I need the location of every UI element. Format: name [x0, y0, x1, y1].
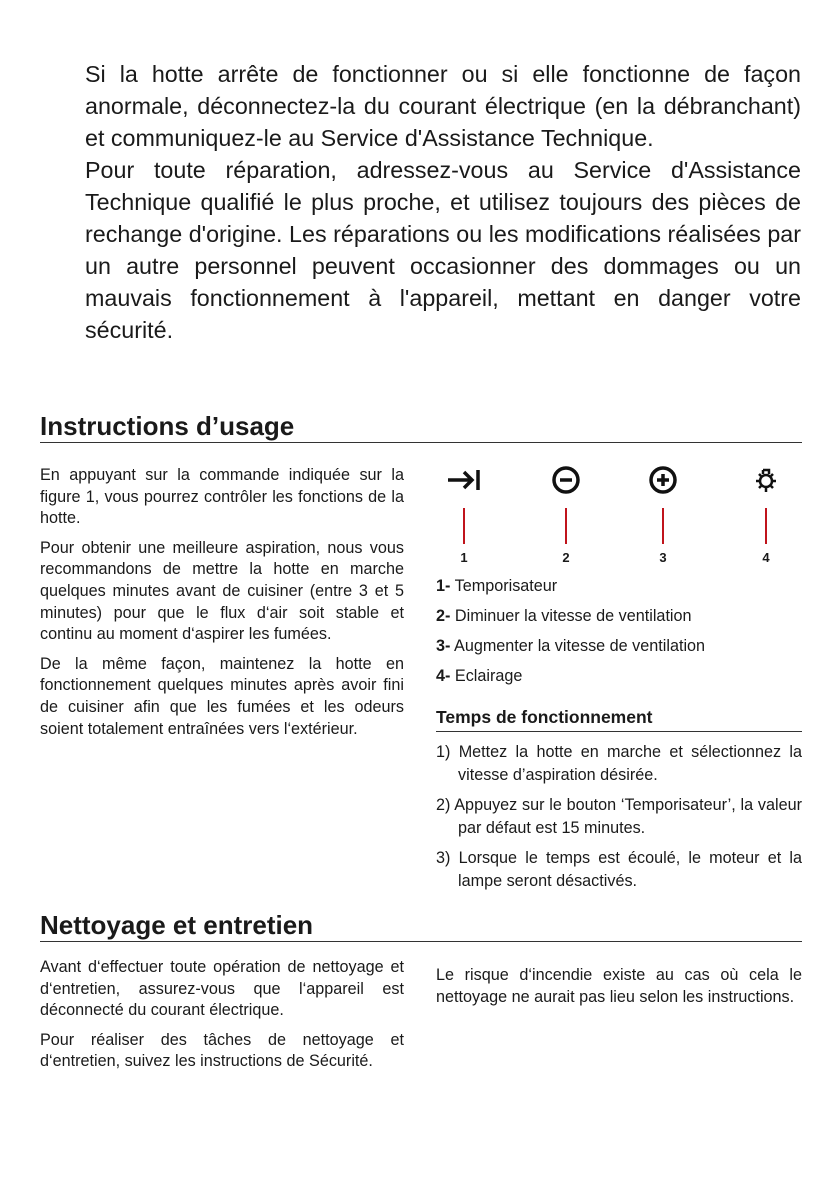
control-4	[746, 462, 786, 565]
paragraph: Pour réaliser des tâches de nettoyage et d‘entretien, suivez les instructions de Sécurité.	[40, 1030, 404, 1071]
legend-number: 1-	[436, 577, 451, 595]
legend-label: Augmenter la vitesse de ventilation	[454, 637, 706, 655]
operating-steps	[436, 741, 802, 900]
step-item: 2) Appuyez sur le bouton ‘Temporisateur’, la valeur par défaut est 15 minutes.	[436, 796, 802, 837]
control-panel-figure	[436, 462, 802, 572]
control-2	[546, 462, 586, 565]
legend-item	[436, 665, 705, 695]
paragraph: Avant d‘effectuer toute opération de nettoyage et d‘entretien, assurez-vous que l‘appareil est déconnecté du courant électrique.	[40, 958, 404, 1020]
indicator-line	[765, 508, 767, 544]
intro-paragraph: Si la hotte arrête de fonctionner ou si elle fonctionne de façon anormale, déconnectez-la du courant électrique (en la débranchant) et communiquez-le au Service d'Assistance Technique.	[85, 61, 801, 151]
section-heading-cleaning: Nettoyage et entretien	[40, 910, 802, 942]
control-number: 1	[460, 550, 468, 565]
cleaning-right-column	[436, 965, 802, 1016]
control-1	[444, 462, 484, 565]
legend-label: Diminuer la vitesse de ventilation	[454, 607, 692, 625]
step-item: 1) Mettez la hotte en marche et sélectionnez la vitesse d’aspiration désirée.	[436, 743, 802, 784]
paragraph: De la même façon, maintenez la hotte en fonctionnement quelques minutes après avoir fini de cuisiner afin que les fumées et les odeurs soient totalement entraînées vers l‘extérieur.	[40, 654, 404, 738]
legend-number: 2-	[436, 607, 451, 625]
legend-number: 3-	[436, 637, 451, 655]
legend-label: Temporisateur	[454, 577, 558, 595]
intro-section	[85, 58, 801, 346]
cleaning-left-column	[40, 957, 404, 1081]
plus-circle-icon	[643, 462, 683, 498]
section-heading-usage: Instructions d’usage	[40, 411, 802, 443]
usage-left-column	[40, 465, 404, 748]
light-bulb-icon	[746, 462, 786, 498]
legend-number: 4-	[436, 667, 451, 685]
legend-item	[436, 605, 705, 635]
control-number: 2	[562, 550, 570, 565]
indicator-line	[463, 508, 465, 544]
paragraph: En appuyant sur la commande indiquée sur la figure 1, vous pourrez contrôler les fonctions de la hotte.	[40, 466, 404, 528]
subheading-operating-time: Temps de fonctionnement	[436, 707, 802, 732]
step-item: 3) Lorsque le temps est écoulé, le moteur et la lampe seront désactivés.	[436, 849, 802, 890]
paragraph: Le risque d‘incendie existe au cas où cela le nettoyage ne aurait pas lieu selon les instructions.	[436, 966, 802, 1006]
timer-arrow-icon	[444, 462, 484, 498]
control-number: 4	[762, 550, 770, 565]
indicator-line	[662, 508, 664, 544]
legend-item	[436, 635, 705, 665]
indicator-line	[565, 508, 567, 544]
control-legend	[436, 575, 705, 695]
control-3	[643, 462, 683, 565]
paragraph: Pour obtenir une meilleure aspiration, nous vous recommandons de mettre la hotte en marche quelques minutes avant de cuisiner (entre 3 et 5 minutes) pour que le flux d‘air soit stable et continu au moment d‘aspirer les fumées.	[40, 538, 404, 644]
legend-label: Eclairage	[454, 667, 523, 685]
minus-circle-icon	[546, 462, 586, 498]
control-number: 3	[659, 550, 667, 565]
legend-item	[436, 575, 705, 605]
intro-paragraph: Pour toute réparation, adressez-vous au Service d'Assistance Technique qualifié le plus proche, et utilisez toujours des pièces de rechange d'origine. Les réparations ou les modifications réalisées par un autre personnel peuvent occasionner des dommages ou un mauvais fonctionnement à l'appareil, mettant en danger votre sécurité.	[85, 157, 801, 343]
